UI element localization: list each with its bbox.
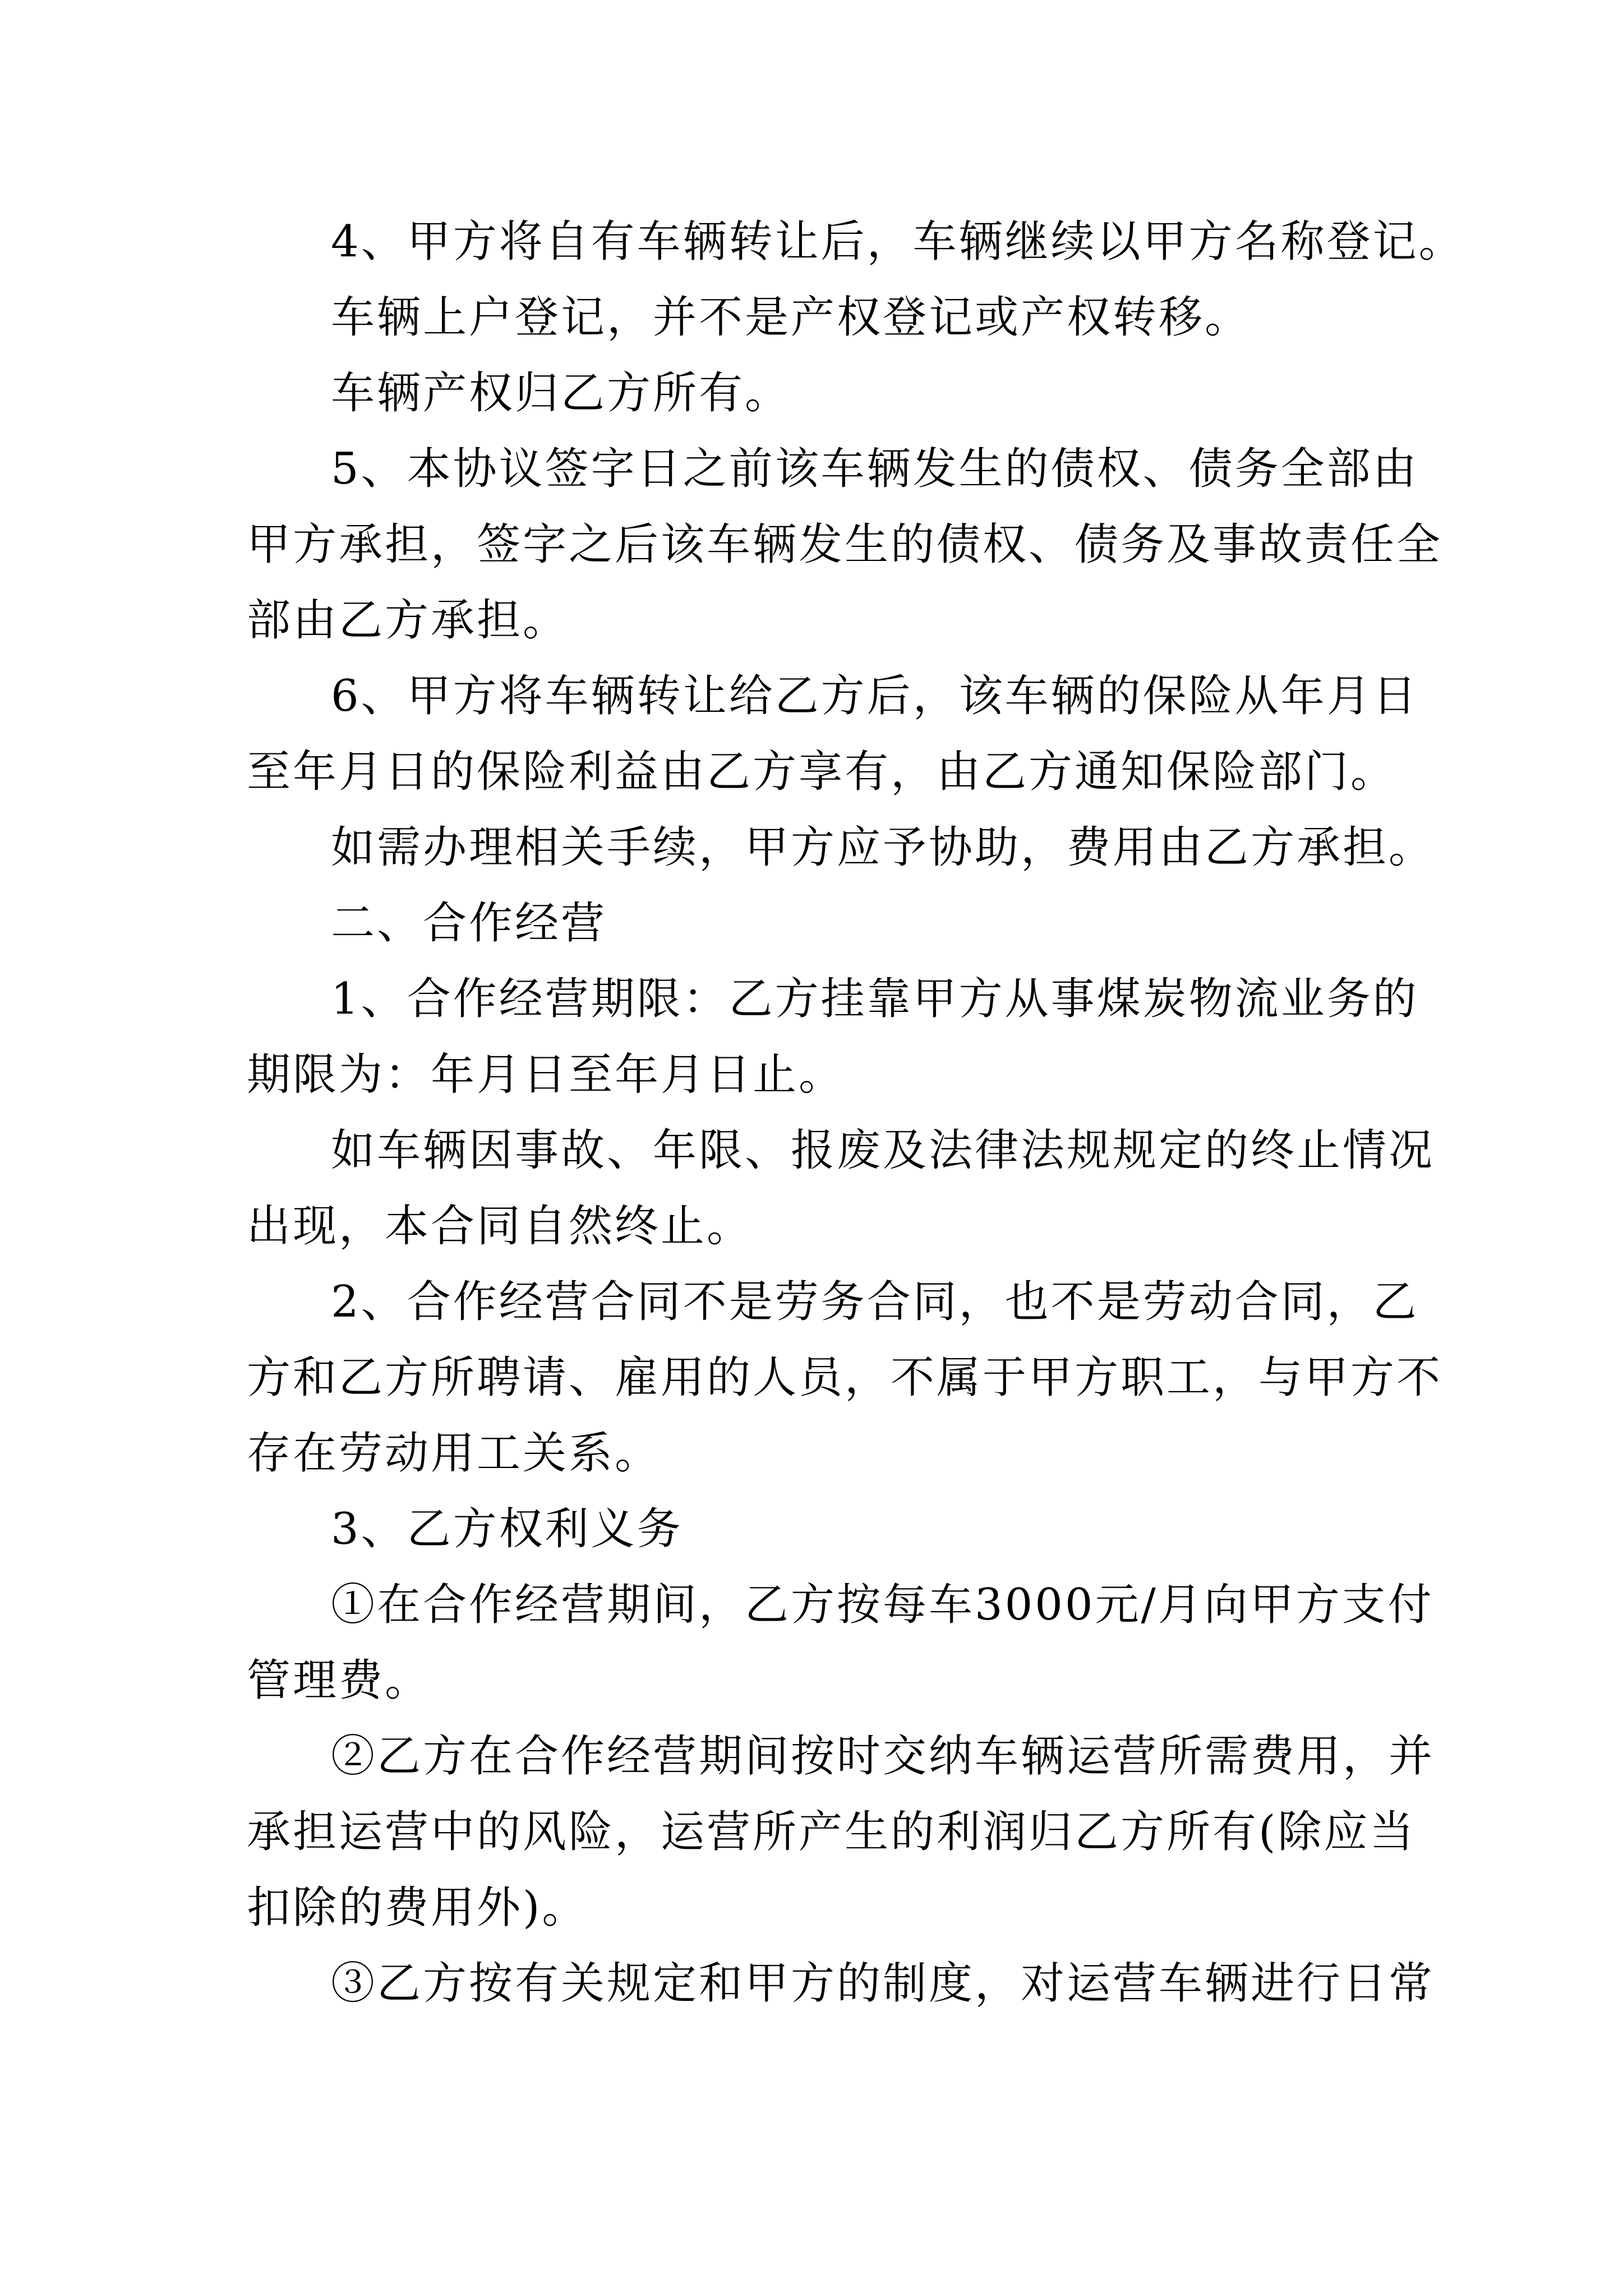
paragraph-line: ②乙方在合作经营期间按时交纳车辆运营所需费用，并 xyxy=(331,1731,1435,1782)
paragraph-line: 甲方承担，签字之后该车辆发生的债权、债务及事故责任全 xyxy=(247,519,1443,570)
paragraph-line: 2、合作经营合同不是劳务合同，也不是劳动合同，乙 xyxy=(331,1277,1419,1327)
paragraph-line: 出现，本合同自然终止。 xyxy=(247,1201,753,1251)
paragraph-line: 5、本协议签字日之前该车辆发生的债权、债务全部由 xyxy=(331,444,1419,494)
paragraph-line: 期限为：年月日至年月日止。 xyxy=(247,1050,845,1100)
paragraph-line: 承担运营中的风险，运营所产生的利润归乙方所有(除应当 xyxy=(247,1807,1416,1857)
paragraph-line: 管理费。 xyxy=(247,1655,431,1706)
paragraph-line: 方和乙方所聘请、雇用的人员，不属于甲方职工，与甲方不 xyxy=(247,1352,1443,1403)
paragraph-line: 车辆上户登记，并不是产权登记或产权转移。 xyxy=(331,292,1251,343)
paragraph-line: 存在劳动用工关系。 xyxy=(247,1428,661,1479)
paragraph-line: 4、甲方将自有车辆转让后，车辆继续以甲方名称登记。 xyxy=(331,217,1465,267)
paragraph-line: 如需办理相关手续，甲方应予协助，费用由乙方承担。 xyxy=(331,822,1435,873)
paragraph-line: 6、甲方将车辆转让给乙方后，该车辆的保险从年月日 xyxy=(331,671,1419,721)
paragraph-line: 车辆产权归乙方所有。 xyxy=(331,368,791,418)
paragraph-line: 至年月日的保险利益由乙方享有，由乙方通知保险部门。 xyxy=(247,747,1397,797)
paragraph-line: 1、合作经营期限：乙方挂靠甲方从事煤炭物流业务的 xyxy=(331,974,1419,1024)
paragraph-line: 如车辆因事故、年限、报废及法律法规规定的终止情况 xyxy=(331,1125,1435,1176)
paragraph-line: 扣除的费用外)。 xyxy=(247,1883,588,1933)
paragraph-line: ③乙方按有关规定和甲方的制度，对运营车辆进行日常 xyxy=(331,1958,1435,2009)
subsection-heading: 3、乙方权利义务 xyxy=(331,1504,683,1554)
paragraph-line: 部由乙方承担。 xyxy=(247,595,569,646)
section-heading: 二、合作经营 xyxy=(331,898,607,949)
paragraph-line: ①在合作经营期间，乙方按每车3000元/月向甲方支付 xyxy=(331,1580,1434,1630)
